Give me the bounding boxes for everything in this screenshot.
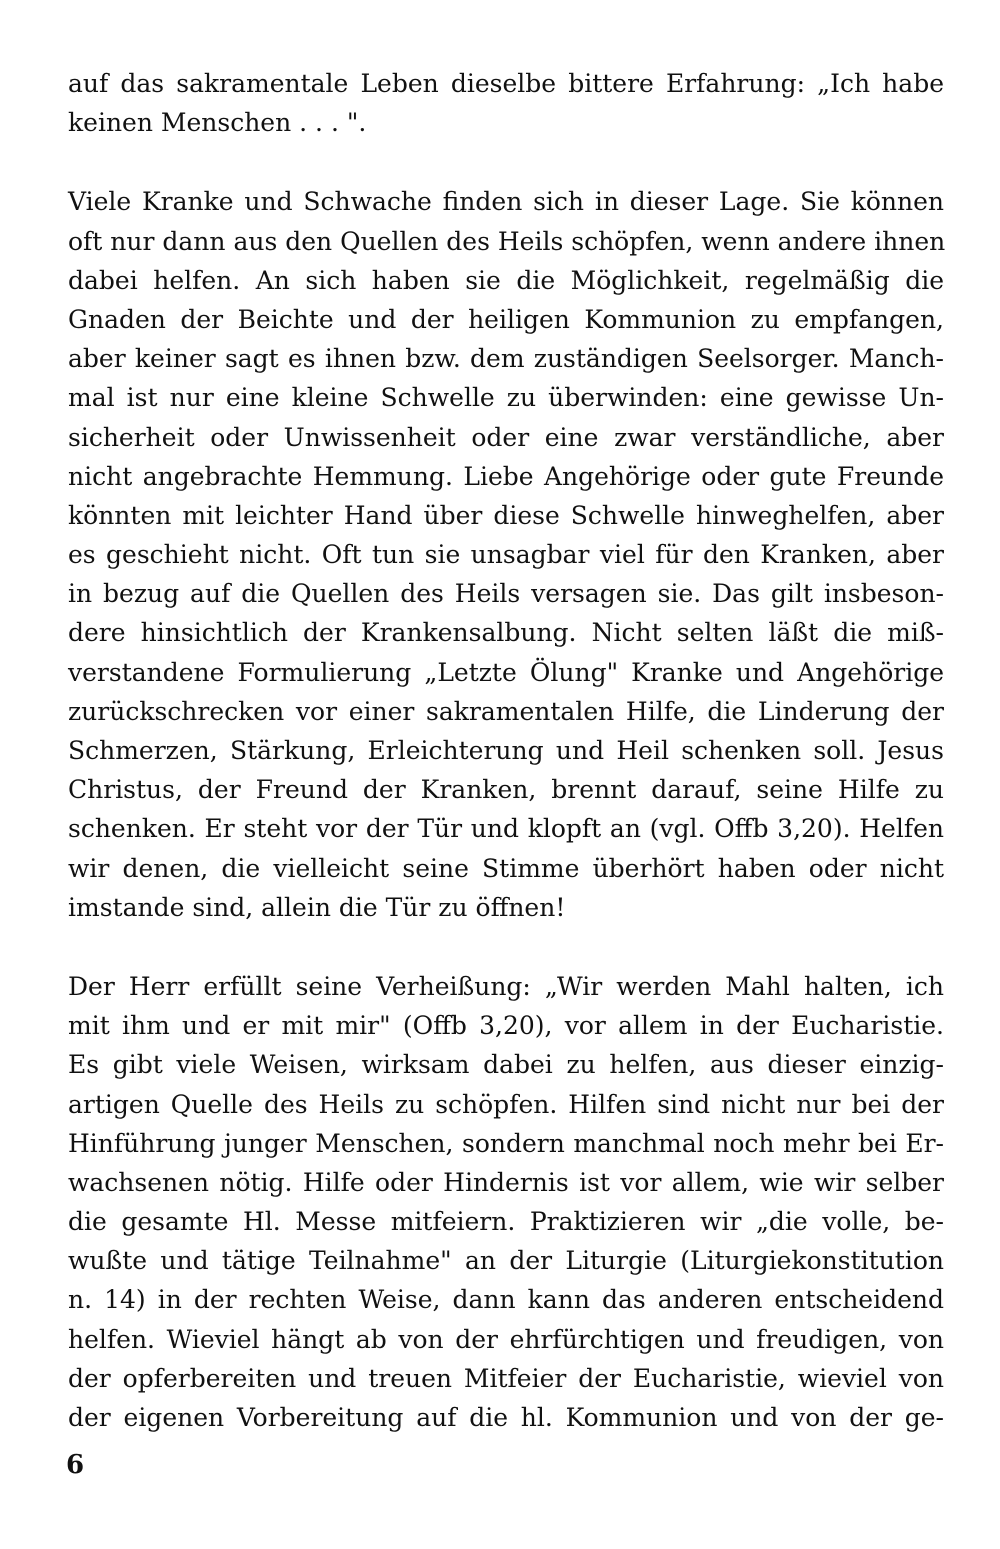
text-line: Viele Kranke und Schwache finden sich in dieser Lage. Sie können	[68, 187, 944, 217]
text-line: der opferbereiten und treuen Mitfeier der Eucharistie, wieviel von	[68, 1363, 944, 1393]
text-line: sicherheit oder Unwissenheit oder eine zwar verständliche, aber	[68, 422, 944, 452]
text-line: artigen Quelle des Heils zu schöpfen. Hilfen sind nicht nur bei der	[68, 1089, 944, 1119]
text-line: mit ihm und er mit mir" (Offb 3,20), vor allem in der Eucharistie.	[68, 1011, 944, 1041]
paragraph-3	[68, 967, 944, 1437]
text-line: die gesamte Hl. Messe mitfeiern. Praktizieren wir „die volle, be-	[68, 1207, 944, 1237]
text-line: helfen. Wieviel hängt ab von der ehrfürchtigen und freudigen, von	[68, 1324, 944, 1354]
text-line: Es gibt viele Weisen, wirksam dabei zu helfen, aus dieser einzig-	[68, 1050, 944, 1080]
text-line: Der Herr erfüllt seine Verheißung: „Wir werden Mahl halten, ich	[68, 971, 944, 1001]
text-line: schenken. Er steht vor der Tür und klopft an (vgl. Offb 3,20). Helfen	[68, 814, 944, 844]
paragraph-1	[68, 64, 944, 142]
text-line: imstande sind, allein die Tür zu öffnen!	[68, 892, 566, 922]
text-line: wir denen, die vielleicht seine Stimme überhört haben oder nicht	[68, 853, 944, 883]
text-line: n. 14) in der rechten Weise, dann kann das anderen entscheidend	[68, 1285, 944, 1315]
page-body	[68, 64, 944, 1437]
paragraph-gap	[68, 927, 944, 967]
text-line: oft nur dann aus den Quellen des Heils schöpfen, wenn andere ihnen	[68, 226, 946, 256]
text-line: der eigenen Vorbereitung auf die hl. Kommunion und von der ge-	[68, 1403, 944, 1432]
text-line: aber keiner sagt es ihnen bzw. dem zuständigen Seelsorger. Manch-	[68, 344, 944, 374]
text-line: Gnaden der Beichte und der heiligen Kommunion zu empfangen,	[68, 304, 944, 334]
text-line: könnten mit leichter Hand über diese Schwelle hinweghelfen, aber	[68, 500, 944, 530]
text-line: mal ist nur eine kleine Schwelle zu überwinden: eine gewisse Un-	[68, 383, 944, 413]
page-number: 6	[66, 1450, 85, 1480]
text-line: auf das sakramentale Leben dieselbe bittere Erfahrung: „Ich habe	[68, 69, 944, 98]
text-line: wachsenen nötig. Hilfe oder Hindernis ist vor allem, wie wir selber	[68, 1167, 944, 1197]
text-line: es geschieht nicht. Oft tun sie unsagbar viel für den Kranken, aber	[68, 540, 944, 570]
text-line: Christus, der Freund der Kranken, brennt darauf, seine Hilfe zu	[68, 775, 944, 805]
text-line: dabei helfen. An sich haben sie die Möglichkeit, regelmäßig die	[68, 265, 944, 295]
text-line: nicht angebrachte Hemmung. Liebe Angehörige oder gute Freunde	[68, 461, 944, 491]
text-line: in bezug auf die Quellen des Heils versagen sie. Das gilt insbeson-	[68, 579, 944, 609]
text-line: dere hinsichtlich der Krankensalbung. Nicht selten läßt die miß-	[68, 618, 944, 648]
text-line: verstandene Formulierung „Letzte Ölung" Kranke und Angehörige	[68, 657, 944, 687]
text-line: keinen Menschen . . . ".	[68, 108, 367, 138]
text-line: wußte und tätige Teilnahme" an der Liturgie (Liturgiekonstitution	[68, 1246, 944, 1276]
paragraph-2	[68, 182, 944, 927]
text-line: zurückschrecken vor einer sakramentalen Hilfe, die Linderung der	[68, 696, 944, 726]
paragraph-gap	[68, 142, 944, 182]
text-line: Hinführung junger Menschen, sondern manchmal noch mehr bei Er-	[68, 1128, 944, 1158]
text-line: Schmerzen, Stärkung, Erleichterung und Heil schenken soll. Jesus	[68, 736, 944, 765]
